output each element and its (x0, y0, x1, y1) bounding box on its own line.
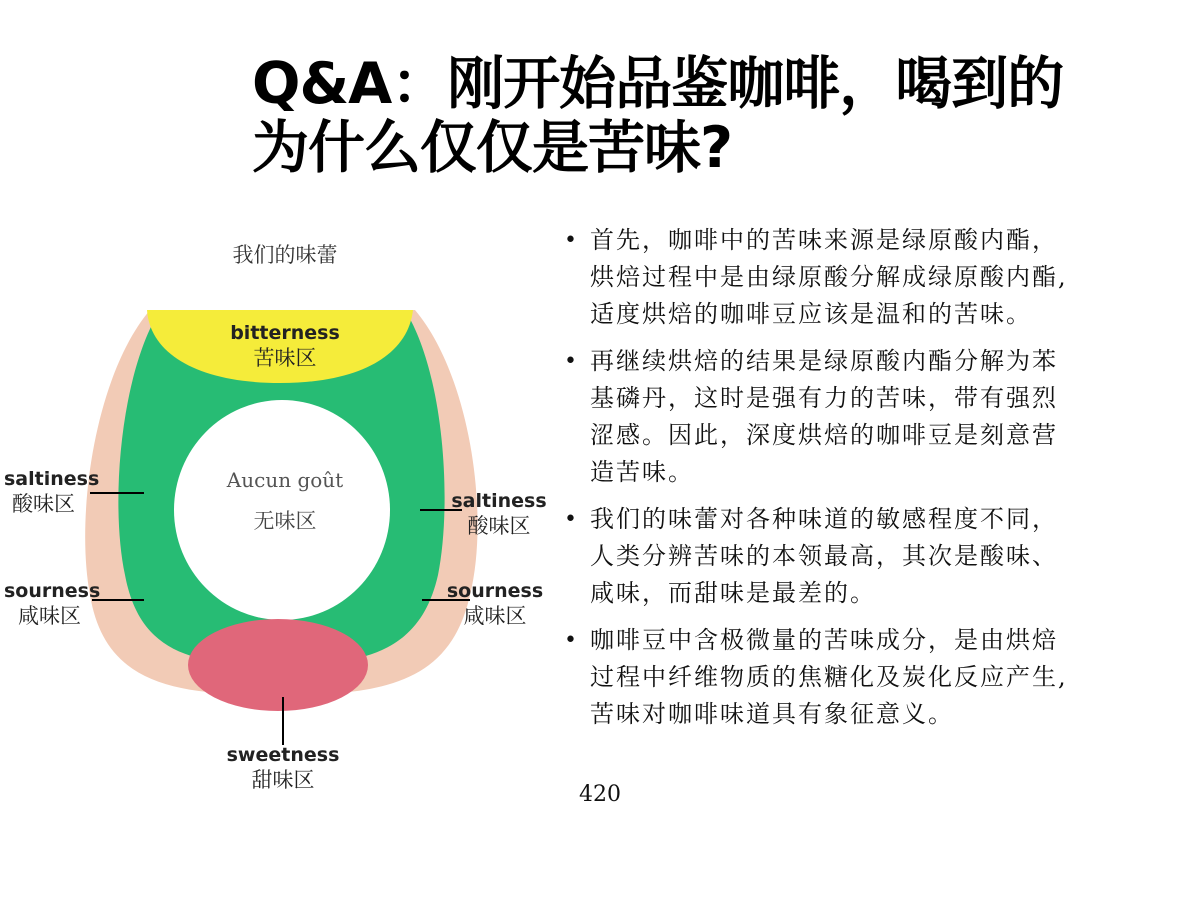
tongue-taste-map-diagram (0, 215, 555, 805)
bullet-dot-icon: • (564, 349, 579, 374)
bullet-line: 苦味对咖啡味道具有象征意义。 (590, 700, 954, 728)
bullet-line: 再继续烘焙的结果是绿原酸内酯分解为苯 (590, 347, 1058, 375)
sourness-left-label-zh: 咸味区 (18, 604, 81, 628)
no-taste-label-zh: 无味区 (253, 509, 317, 533)
bullet-list (562, 222, 1194, 743)
bitterness-label-en: bitterness (230, 322, 340, 344)
saltiness-right-label-zh: 酸味区 (467, 514, 531, 538)
sweetness-label (208, 743, 358, 793)
bullet-item (562, 501, 1194, 612)
bullet-line: 首先，咖啡中的苦味来源是绿原酸内酯， (590, 226, 1058, 254)
bullet-item (562, 622, 1194, 733)
bullet-line: 涩感。因此，深度烘焙的咖啡豆是刻意营 (590, 421, 1058, 449)
saltiness-right-label (445, 489, 553, 539)
slide-title-line-2: 为什么仅仅是苦味? (252, 115, 733, 181)
bullet-line: 我们的味蕾对各种味道的敏感程度不同， (590, 505, 1058, 533)
slide-title-line-1: Q&A：刚开始品鉴咖啡，喝到的 (252, 51, 1064, 117)
bullet-line: 咖啡豆中含极微量的苦味成分，是由烘焙 (590, 626, 1058, 654)
bullet-dot-icon: • (564, 228, 579, 253)
sourness-right-label-en: sourness (446, 580, 544, 602)
bullet-dot-icon: • (564, 628, 579, 653)
bitterness-label (200, 321, 370, 371)
bullet-dot-icon: • (564, 507, 579, 532)
bullet-line: 造苦味。 (590, 458, 694, 486)
saltiness-left-label-en: saltiness (4, 468, 100, 490)
sweetness-label-zh: 甜味区 (251, 768, 315, 792)
slide-title (252, 52, 1152, 180)
taste-buds-heading: 我们的味蕾 (232, 243, 338, 267)
bullet-line: 人类分辨苦味的本领最高，其次是酸味、 (590, 542, 1058, 570)
bullet-line: 适度烘焙的咖啡豆应该是温和的苦味。 (590, 300, 1032, 328)
sourness-left-label (4, 579, 108, 629)
bullet-item (562, 343, 1194, 491)
sourness-right-label-zh: 咸味区 (463, 604, 527, 628)
bitterness-label-zh: 苦味区 (253, 346, 317, 370)
sweetness-zone (188, 619, 368, 711)
bullet-line: 烘焙过程中是由绿原酸分解成绿原酸内酯, (590, 263, 1068, 291)
bullet-line: 基磷丹，这时是强有力的苦味，带有强烈 (590, 384, 1058, 412)
sweetness-label-en: sweetness (226, 744, 340, 766)
saltiness-right-label-en: saltiness (451, 490, 547, 512)
saltiness-left-label-zh: 酸味区 (12, 492, 75, 516)
sourness-right-label (440, 579, 550, 629)
no-taste-label-en: Aucun goût (226, 468, 344, 492)
saltiness-left-label (4, 467, 100, 517)
bullet-line: 过程中纤维物质的焦糖化及炭化反应产生, (590, 663, 1068, 691)
sourness-left-label-en: sourness (4, 580, 101, 602)
page-number: 420 (579, 782, 621, 807)
bullet-line: 咸味，而甜味是最差的。 (590, 579, 876, 607)
bullet-item (562, 222, 1194, 333)
